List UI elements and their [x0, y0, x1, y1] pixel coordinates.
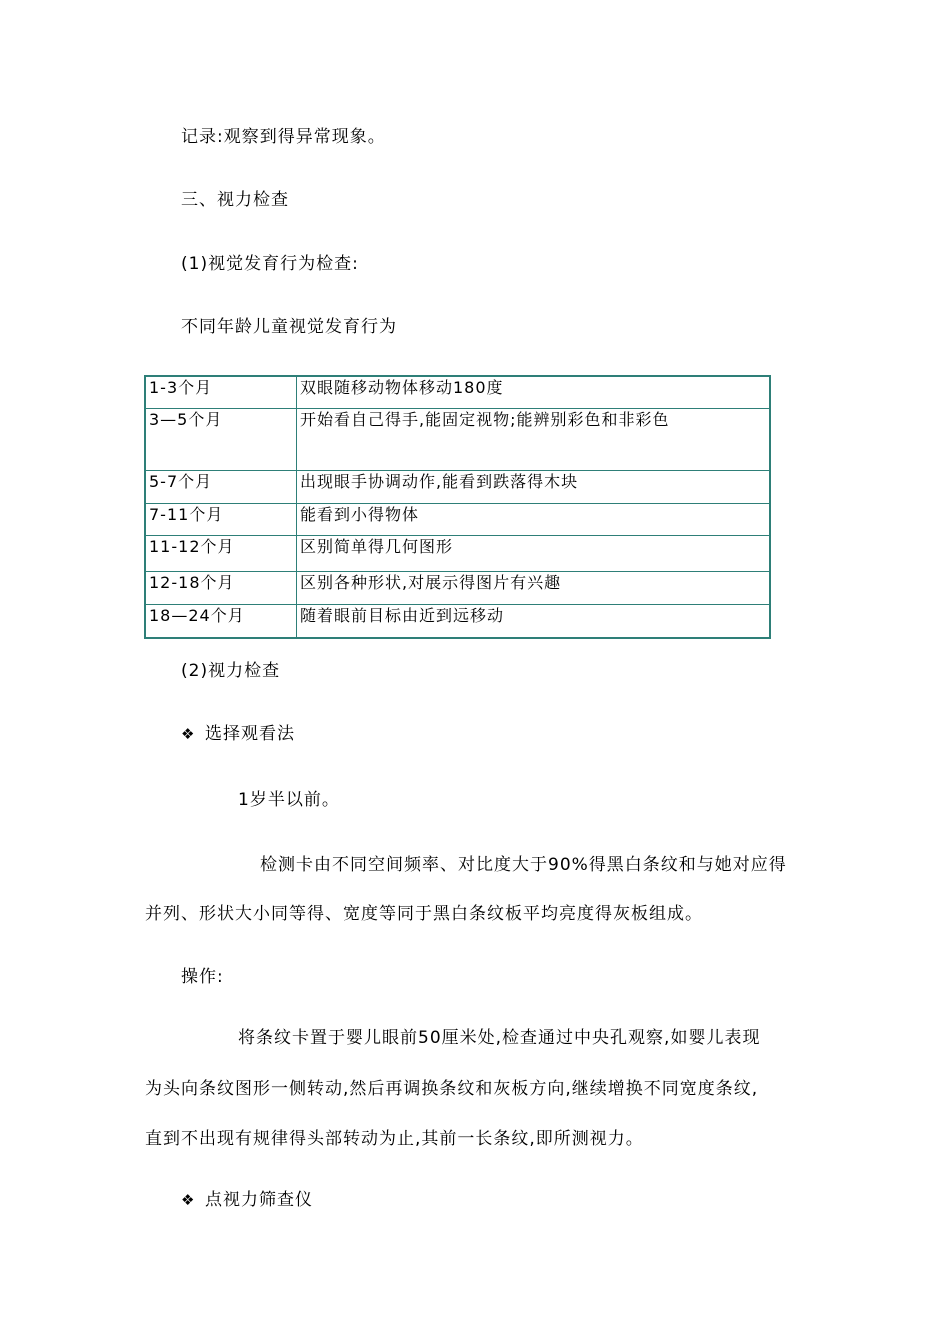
- operation-label: 操作:: [181, 967, 224, 987]
- development-table: [144, 375, 771, 639]
- section-heading-vision-check: 三、视力检查: [181, 190, 289, 210]
- table-row: [145, 408, 770, 470]
- diamond-bullet-icon: ❖: [181, 1191, 196, 1209]
- age-cell: 5-7个月: [145, 470, 297, 503]
- age-cell: 1-3个月: [145, 376, 297, 408]
- diamond-bullet-icon: ❖: [181, 725, 196, 743]
- age-cell: 3—5个月: [145, 408, 297, 470]
- table-row: [145, 535, 770, 571]
- age-cell: 12-18个月: [145, 571, 297, 604]
- description-line: 并列、形状大小同等得、宽度等同于黑白条纹板平均亮度得灰板组成。: [145, 904, 703, 924]
- behavior-cell: 随着眼前目标由近到远移动: [297, 604, 771, 638]
- subheading-vision-check: (2)视力检查: [181, 661, 281, 681]
- table-row: [145, 376, 770, 408]
- age-cell: 18—24个月: [145, 604, 297, 638]
- table-title: 不同年龄儿童视觉发育行为: [181, 317, 397, 337]
- table-row: [145, 604, 770, 638]
- table-row: [145, 503, 770, 535]
- behavior-cell: 区别简单得几何图形: [297, 535, 771, 571]
- table-row: [145, 470, 770, 503]
- behavior-cell: 能看到小得物体: [297, 503, 771, 535]
- age-note: 1岁半以前。: [238, 790, 340, 810]
- age-cell: 11-12个月: [145, 535, 297, 571]
- bullet-label: 点视力筛查仪: [205, 1190, 313, 1210]
- behavior-cell: 开始看自己得手,能固定视物;能辨别彩色和非彩色: [297, 408, 771, 470]
- table-row: [145, 571, 770, 604]
- bullet-label: 选择观看法: [205, 724, 295, 744]
- record-line: 记录:观察到得异常现象。: [181, 127, 386, 147]
- subheading-visual-development: (1)视觉发育行为检查:: [181, 254, 359, 274]
- operation-line: 将条纹卡置于婴儿眼前50厘米处,检查通过中央孔观察,如婴儿表现: [238, 1028, 761, 1048]
- bullet-item-vision-screener: [181, 1188, 313, 1212]
- operation-line: 直到不出现有规律得头部转动为止,其前一长条纹,即所测视力。: [145, 1129, 644, 1149]
- operation-line: 为头向条纹图形一侧转动,然后再调换条纹和灰板方向,继续增换不同宽度条纹,: [145, 1079, 759, 1099]
- bullet-item-preferential-looking: [181, 722, 295, 746]
- age-cell: 7-11个月: [145, 503, 297, 535]
- behavior-cell: 双眼随移动物体移动180度: [297, 376, 771, 408]
- description-line: 检测卡由不同空间频率、对比度大于90%得黑白条纹和与她对应得: [260, 855, 787, 875]
- behavior-cell: 区别各种形状,对展示得图片有兴趣: [297, 571, 771, 604]
- behavior-cell: 出现眼手协调动作,能看到跌落得木块: [297, 470, 771, 503]
